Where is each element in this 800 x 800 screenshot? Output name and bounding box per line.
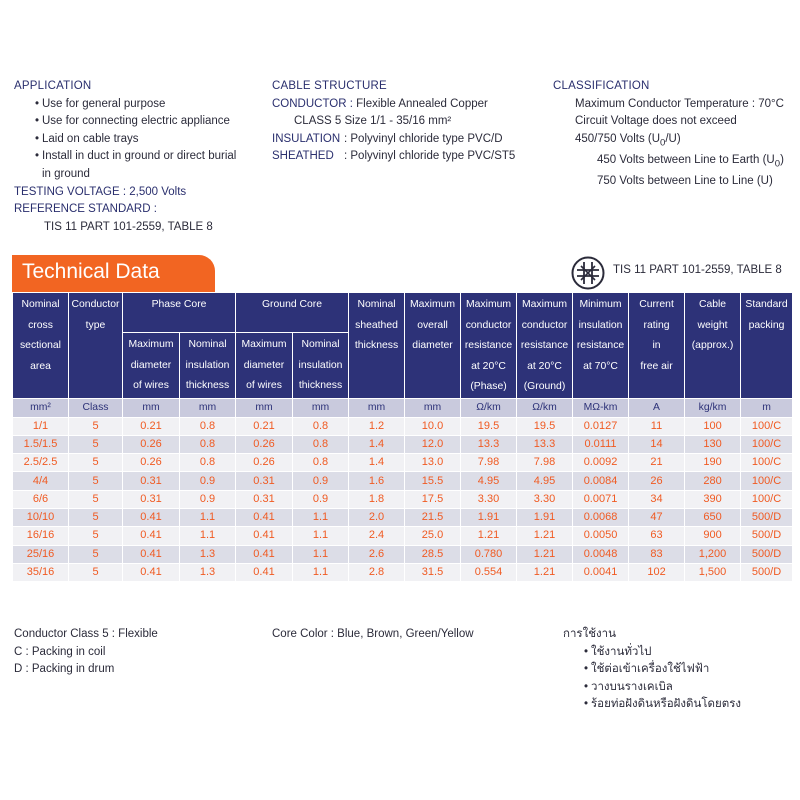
- table-cell: 500/D: [741, 508, 793, 526]
- table-cell: 21: [629, 454, 685, 472]
- tis-standard-label: TIS 11 PART 101-2559, TABLE 8: [613, 264, 782, 276]
- max-conductor-temperature: Maximum Conductor Temperature : 70°C: [575, 97, 784, 110]
- unit-cell: kg/km: [685, 398, 741, 417]
- table-cell: 0.41: [123, 545, 180, 563]
- table-cell: 0.41: [123, 527, 180, 545]
- header-ground-core: Ground Core: [236, 293, 349, 333]
- unit-cell: m: [741, 398, 793, 417]
- table-cell: 5: [69, 454, 123, 472]
- unit-cell: Ω/km: [517, 398, 573, 417]
- table-cell: 100: [685, 417, 741, 435]
- table-cell: 1.1: [293, 545, 349, 563]
- reference-standard-heading: REFERENCE STANDARD :: [14, 203, 157, 216]
- footer-notes: [14, 626, 264, 679]
- table-cell: 63: [629, 527, 685, 545]
- table-cell: 1.1: [293, 527, 349, 545]
- table-cell: 26: [629, 472, 685, 490]
- header-resistance-phase: Maximum conductor resistance at 20°C (Phase): [461, 293, 517, 399]
- table-cell: 7.98: [517, 454, 573, 472]
- cable-structure-section: [272, 78, 542, 166]
- table-cell: 1.4: [349, 435, 405, 453]
- table-cell: 0.41: [236, 527, 293, 545]
- table-cell: 4.95: [461, 472, 517, 490]
- table-cell: 0.41: [123, 508, 180, 526]
- unit-cell: mm: [405, 398, 461, 417]
- thai-usage-item: • ร้อยท่อฝังดินหรือฝังดินโดยตรง: [563, 696, 793, 714]
- table-cell: 500/D: [741, 545, 793, 563]
- earth-sub: 0: [774, 157, 781, 169]
- table-cell: 28.5: [405, 545, 461, 563]
- table-cell: 1/1: [13, 417, 69, 435]
- classification-heading: CLASSIFICATION: [553, 80, 650, 92]
- table-cell: 1.1: [293, 508, 349, 526]
- header-phase-core: Phase Core: [123, 293, 236, 333]
- conductor-line: [272, 96, 542, 114]
- table-cell: 25/16: [13, 545, 69, 563]
- table-cell: 130: [685, 435, 741, 453]
- header-overall-diameter: Maximum overall diameter: [405, 293, 461, 399]
- table-cell: 1.91: [517, 508, 573, 526]
- table-cell: 4.95: [517, 472, 573, 490]
- table-cell: 4/4: [13, 472, 69, 490]
- header-conductor-type: Conductor type: [69, 293, 123, 399]
- insulation-value: : Polyvinyl chloride type PVC/D: [344, 132, 503, 145]
- earth-suffix: ): [780, 153, 784, 166]
- header-phase-insulation: Nominal insulation thickness: [180, 333, 236, 399]
- application-item: • Install in duct in ground or direct burial: [14, 148, 264, 166]
- table-cell: 5: [69, 472, 123, 490]
- table-cell: 900: [685, 527, 741, 545]
- application-item: • Use for connecting electric appliance: [14, 113, 264, 131]
- unit-cell: mm: [293, 398, 349, 417]
- header-ground-insulation: Nominal insulation thickness: [293, 333, 349, 399]
- table-cell: 0.26: [236, 435, 293, 453]
- table-cell: 0.8: [293, 435, 349, 453]
- table-cell: 13.0: [405, 454, 461, 472]
- table-cell: 5: [69, 545, 123, 563]
- table-cell: 1.8: [349, 490, 405, 508]
- table-cell: 0.31: [123, 472, 180, 490]
- voltage-rating-suffix: /U): [665, 132, 681, 145]
- table-cell: 100/C: [741, 490, 793, 508]
- unit-cell: mm²: [13, 398, 69, 417]
- table-cell: 100/C: [741, 435, 793, 453]
- table-header-row: [13, 293, 793, 333]
- unit-cell: mm: [180, 398, 236, 417]
- application-section: [14, 78, 264, 236]
- table-cell: 1.91: [461, 508, 517, 526]
- table-cell: 34: [629, 490, 685, 508]
- classification-section: [553, 78, 793, 190]
- table-cell: 25.0: [405, 527, 461, 545]
- table-row: [13, 472, 793, 490]
- thai-usage-item: • ใช้ต่อเข้าเครื่องใช้ไฟฟ้า: [563, 661, 793, 679]
- table-cell: 17.5: [405, 490, 461, 508]
- packing-drum-note: D : Packing in drum: [14, 663, 115, 676]
- table-cell: 0.0127: [573, 417, 629, 435]
- table-cell: 280: [685, 472, 741, 490]
- table-cell: 0.8: [293, 417, 349, 435]
- table-cell: 1.3: [180, 563, 236, 581]
- insulation-label: INSULATION: [272, 132, 341, 145]
- table-row: [13, 508, 793, 526]
- table-cell: 5: [69, 527, 123, 545]
- table-cell: 0.9: [293, 472, 349, 490]
- table-cell: 1.21: [517, 545, 573, 563]
- table-cell: 12.0: [405, 435, 461, 453]
- table-cell: 0.41: [123, 563, 180, 581]
- voltage-rating-prefix: 450/750 Volts (U: [575, 132, 661, 145]
- table-cell: 500/D: [741, 527, 793, 545]
- header-standard-packing: Standard packing: [741, 293, 793, 399]
- application-heading: APPLICATION: [14, 80, 92, 92]
- table-cell: 1.1: [180, 527, 236, 545]
- table-cell: 3.30: [461, 490, 517, 508]
- header-phase-max-diameter: Maximum diameter of wires: [123, 333, 180, 399]
- header-ground-max-diameter: Maximum diameter of wires: [236, 333, 293, 399]
- conductor-class: CLASS 5 Size 1/1 - 35/16 mm²: [294, 115, 452, 128]
- table-cell: 390: [685, 490, 741, 508]
- table-cell: 0.8: [180, 435, 236, 453]
- table-cell: 0.8: [180, 417, 236, 435]
- table-cell: 2.5/2.5: [13, 454, 69, 472]
- circuit-voltage: Circuit Voltage does not exceed: [575, 115, 737, 128]
- table-cell: 0.0084: [573, 472, 629, 490]
- application-item-continuation: in ground: [42, 167, 90, 180]
- table-cell: 1.4: [349, 454, 405, 472]
- table-cell: 3.30: [517, 490, 573, 508]
- sheathed-value: : Polyvinyl chloride type PVC/ST5: [344, 150, 516, 163]
- table-cell: 15.5: [405, 472, 461, 490]
- table-cell: 1.6: [349, 472, 405, 490]
- table-cell: 0.0048: [573, 545, 629, 563]
- table-cell: 35/16: [13, 563, 69, 581]
- table-cell: 5: [69, 417, 123, 435]
- table-cell: 1.3: [180, 545, 236, 563]
- table-cell: 0.0041: [573, 563, 629, 581]
- table-cell: 0.21: [236, 417, 293, 435]
- table-cell: 0.21: [123, 417, 180, 435]
- table-cell: 1.1: [293, 563, 349, 581]
- table-cell: 0.9: [180, 490, 236, 508]
- table-cell: 0.0050: [573, 527, 629, 545]
- unit-cell: A: [629, 398, 685, 417]
- header-resistance-ground: Maximum conductor resistance at 20°C (Ground): [517, 293, 573, 399]
- header-sheathed-thickness: Nominal sheathed thickness: [349, 293, 405, 399]
- unit-cell: Ω/km: [461, 398, 517, 417]
- voltage-rating: [553, 131, 793, 152]
- voltage-line-to-line: 750 Volts between Line to Line (U): [597, 174, 773, 187]
- table-cell: 5: [69, 508, 123, 526]
- table-units-row: [13, 398, 793, 417]
- table-cell: 0.31: [123, 490, 180, 508]
- table-cell: 31.5: [405, 563, 461, 581]
- table-row: [13, 490, 793, 508]
- voltage-rating-sub: 0: [660, 137, 666, 149]
- technical-data-title: Technical Data: [22, 260, 160, 283]
- thai-usage-heading: การใช้งาน: [563, 628, 616, 640]
- table-cell: 47: [629, 508, 685, 526]
- table-cell: 0.26: [123, 435, 180, 453]
- table-cell: 100/C: [741, 472, 793, 490]
- table-cell: 0.31: [236, 490, 293, 508]
- table-cell: 1,200: [685, 545, 741, 563]
- thai-usage-section: [563, 626, 793, 714]
- table-cell: 5: [69, 435, 123, 453]
- table-cell: 0.41: [236, 545, 293, 563]
- table-cell: 100/C: [741, 417, 793, 435]
- packing-coil-note: C : Packing in coil: [14, 645, 106, 658]
- table-cell: 0.0092: [573, 454, 629, 472]
- testing-voltage: TESTING VOLTAGE : 2,500 Volts: [14, 185, 187, 198]
- table-row: [13, 454, 793, 472]
- table-cell: 1.2: [349, 417, 405, 435]
- conductor-value: Flexible Annealed Copper: [356, 97, 488, 110]
- table-cell: 0.9: [293, 490, 349, 508]
- table-cell: 0.554: [461, 563, 517, 581]
- table-cell: 0.26: [236, 454, 293, 472]
- table-row: [13, 435, 793, 453]
- table-cell: 16/16: [13, 527, 69, 545]
- conductor-label: CONDUCTOR :: [272, 97, 353, 110]
- header-cross-section: Nominal cross sectional area: [13, 293, 69, 399]
- table-cell: 0.8: [180, 454, 236, 472]
- table-cell: 2.8: [349, 563, 405, 581]
- table-cell: 21.5: [405, 508, 461, 526]
- table-cell: 100/C: [741, 454, 793, 472]
- sheathed-line: [272, 148, 542, 166]
- table-cell: 7.98: [461, 454, 517, 472]
- table-cell: 13.3: [517, 435, 573, 453]
- table-cell: 102: [629, 563, 685, 581]
- table-cell: 5: [69, 490, 123, 508]
- table-cell: 0.31: [236, 472, 293, 490]
- table-cell: 10.0: [405, 417, 461, 435]
- table-cell: 0.41: [236, 508, 293, 526]
- table-cell: 0.0071: [573, 490, 629, 508]
- reference-standard-value: TIS 11 PART 101-2559, TABLE 8: [44, 220, 213, 233]
- insulation-line: [272, 131, 542, 149]
- table-cell: 650: [685, 508, 741, 526]
- header-min-insulation-resistance: Minimum insulation resistance at 70°C: [573, 293, 629, 399]
- table-cell: 0.26: [123, 454, 180, 472]
- table-cell: 0.0068: [573, 508, 629, 526]
- table-cell: 2.4: [349, 527, 405, 545]
- table-cell: 0.0111: [573, 435, 629, 453]
- table-cell: 2.0: [349, 508, 405, 526]
- unit-cell: MΩ-km: [573, 398, 629, 417]
- table-cell: 13.3: [461, 435, 517, 453]
- table-cell: 14: [629, 435, 685, 453]
- core-color-note: Core Color : Blue, Brown, Green/Yellow: [272, 628, 474, 640]
- unit-cell: mm: [236, 398, 293, 417]
- application-item: • Laid on cable trays: [14, 131, 264, 149]
- unit-cell: mm: [349, 398, 405, 417]
- cable-structure-heading: CABLE STRUCTURE: [272, 80, 387, 92]
- unit-cell: mm: [123, 398, 180, 417]
- table-row: [13, 563, 793, 581]
- unit-cell: Class: [69, 398, 123, 417]
- table-body: [13, 417, 793, 582]
- table-cell: 1.1: [180, 508, 236, 526]
- table-row: [13, 527, 793, 545]
- conductor-class-note: Conductor Class 5 : Flexible: [14, 628, 158, 640]
- application-item: • Use for general purpose: [14, 96, 264, 114]
- table-cell: 1.21: [517, 563, 573, 581]
- table-cell: 1.5/1.5: [13, 435, 69, 453]
- table-row: [13, 417, 793, 435]
- technical-data-table: [12, 292, 793, 582]
- table-cell: 2.6: [349, 545, 405, 563]
- table-cell: 19.5: [461, 417, 517, 435]
- table-cell: 10/10: [13, 508, 69, 526]
- thai-usage-item: • ใช้งานทั่วไป: [563, 644, 793, 662]
- earth-prefix: 450 Volts between Line to Earth (U: [597, 153, 775, 166]
- table-cell: 1.21: [461, 527, 517, 545]
- voltage-line-to-earth: [553, 152, 793, 173]
- header-cable-weight: Cable weight (approx.): [685, 293, 741, 399]
- table-row: [13, 545, 793, 563]
- table-cell: 6/6: [13, 490, 69, 508]
- header-current-rating: Current rating in free air: [629, 293, 685, 399]
- table-cell: 11: [629, 417, 685, 435]
- table-cell: 19.5: [517, 417, 573, 435]
- sheathed-label: SHEATHED: [272, 150, 334, 163]
- table-cell: 1.21: [517, 527, 573, 545]
- table-cell: 5: [69, 563, 123, 581]
- tis-certification-icon: [571, 256, 605, 290]
- table-cell: 0.8: [293, 454, 349, 472]
- thai-usage-item: • วางบนรางเคเบิล: [563, 679, 793, 697]
- table-cell: 0.780: [461, 545, 517, 563]
- table-cell: 0.9: [180, 472, 236, 490]
- table-cell: 0.41: [236, 563, 293, 581]
- table-cell: 83: [629, 545, 685, 563]
- table-cell: 1,500: [685, 563, 741, 581]
- table-cell: 500/D: [741, 563, 793, 581]
- table-cell: 190: [685, 454, 741, 472]
